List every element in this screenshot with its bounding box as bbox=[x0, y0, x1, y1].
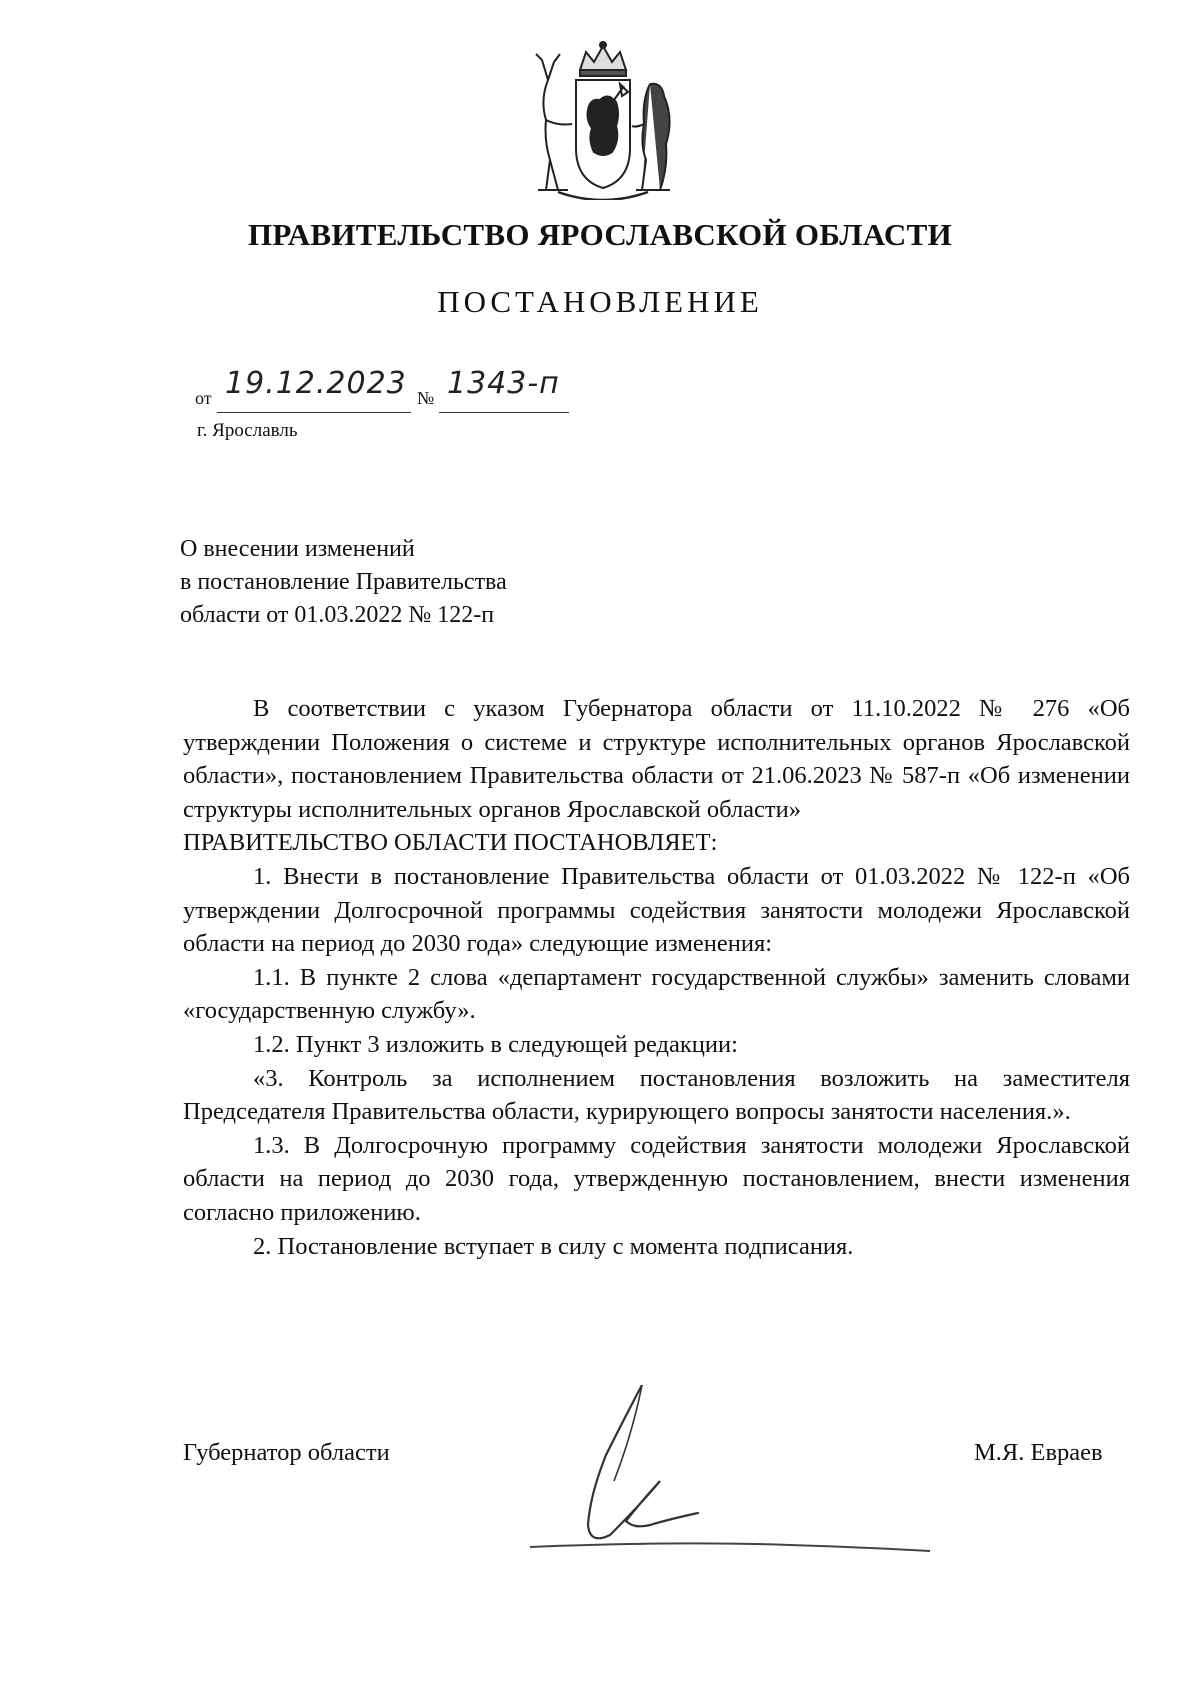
clause-2: 2. Постановление вступает в силу с момента подписания. bbox=[253, 1232, 854, 1260]
date-prefix: от bbox=[195, 388, 212, 408]
date-underline bbox=[217, 412, 411, 413]
clause-1-1: 1.1. В пункте 2 слова «департамент государственной службы» заменить словами «государственную службу». bbox=[183, 963, 1130, 1025]
subject-line: О внесении изменений bbox=[180, 536, 415, 562]
city-label: г. Ярославль bbox=[197, 420, 298, 441]
clause-1: 1. Внести в постановление Правительства области от 01.03.2022 № 122-п «Об утверждении Долгосрочной программы содействия занятости молодежи Ярославской области на период до 2030 года» следующие изменения: bbox=[183, 862, 1130, 958]
clause-1-2: 1.2. Пункт 3 изложить в следующей редакции: bbox=[253, 1030, 738, 1058]
number-value: 1343-п bbox=[447, 366, 560, 401]
signer-name: М.Я. Евраев bbox=[974, 1439, 1103, 1466]
preamble-paragraph: В соответствии с указом Губернатора области от 11.10.2022 № 276 «Об утверждении Положения о системе и структуре исполнительных органов Ярославской области», постановлением Правительства области от 21.06.2023 № 587-п «Об изменении структуры исполнительных органов Ярославской области» bbox=[183, 695, 1130, 823]
document-subject bbox=[180, 533, 507, 632]
organization-title: ПРАВИТЕЛЬСТВО ЯРОСЛАВСКОЙ ОБЛАСТИ bbox=[248, 217, 952, 252]
subject-line: в постановление Правительства bbox=[180, 569, 507, 595]
document-type-title: ПОСТАНОВЛЕНИЕ bbox=[437, 284, 763, 319]
signer-role: Губернатор области bbox=[183, 1439, 390, 1466]
number-prefix: № bbox=[417, 388, 435, 408]
handwritten-signature-icon bbox=[530, 1385, 940, 1565]
coat-of-arms-icon bbox=[528, 40, 678, 200]
dateline bbox=[195, 366, 615, 422]
subject-line: области от 01.03.2022 № 122-п bbox=[180, 602, 495, 628]
resolves-heading: ПРАВИТЕЛЬСТВО ОБЛАСТИ ПОСТАНОВЛЯЕТ: bbox=[183, 829, 718, 857]
document-body bbox=[183, 692, 1130, 1263]
clause-3-text: «3. Контроль за исполнением постановления возложить на заместителя Председателя Правительства области, курирующего вопросы занятости населения.». bbox=[183, 1064, 1130, 1126]
number-underline bbox=[439, 412, 569, 413]
clause-1-3: 1.3. В Долгосрочную программу содействия занятости молодежи Ярославской области на период до 2030 года, утвержденную постановлением, внести изменения согласно приложению. bbox=[183, 1131, 1130, 1226]
date-value: 19.12.2023 bbox=[225, 366, 407, 401]
